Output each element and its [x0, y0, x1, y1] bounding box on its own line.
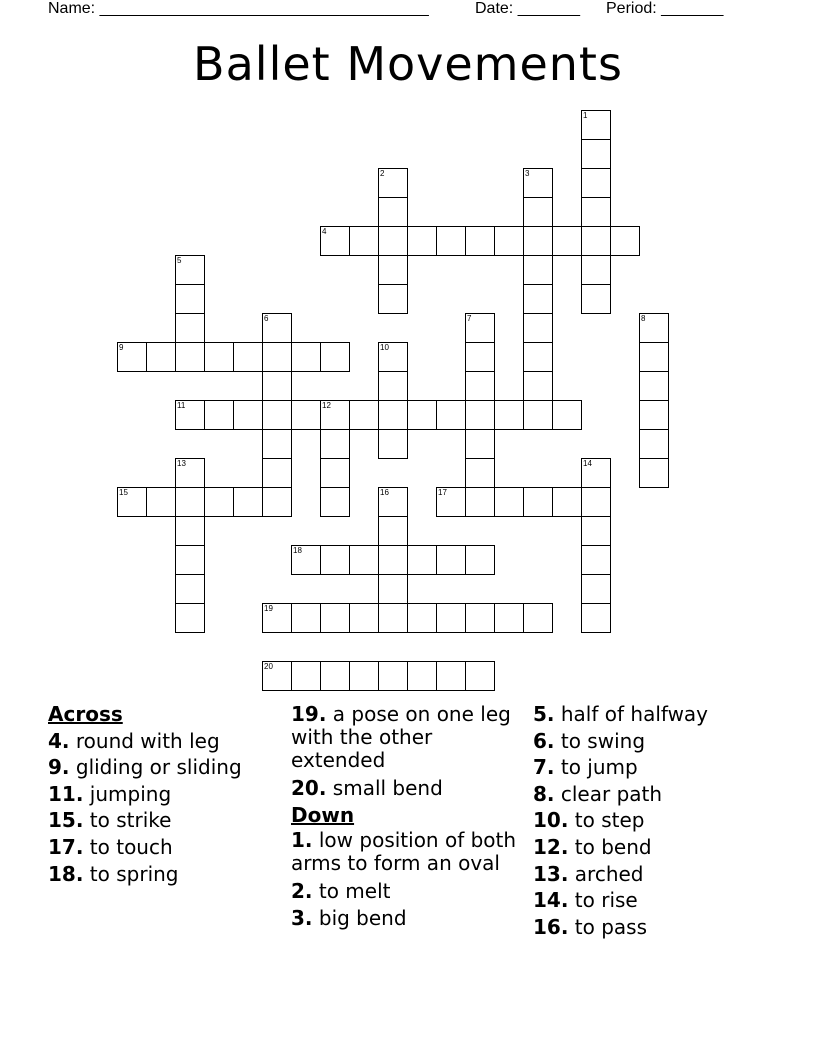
cell-number: 17	[438, 488, 447, 497]
grid-cell[interactable]	[175, 487, 205, 517]
grid-cell[interactable]	[581, 110, 611, 140]
clue-across-18: 18. to spring	[48, 861, 179, 886]
cell-number: 16	[380, 488, 389, 497]
grid-cell[interactable]	[407, 400, 437, 430]
grid-cell[interactable]	[378, 342, 408, 372]
grid-cell[interactable]	[262, 400, 292, 430]
grid-cell[interactable]	[175, 342, 205, 372]
grid-cell[interactable]	[175, 255, 205, 285]
grid-cell[interactable]	[465, 342, 495, 372]
grid-cell[interactable]	[436, 661, 466, 691]
grid-cell[interactable]	[262, 313, 292, 343]
puzzle-title: Ballet Movements	[193, 37, 623, 91]
cell-number: 11	[177, 401, 186, 410]
grid-cell[interactable]	[494, 226, 524, 256]
grid-cell[interactable]	[378, 400, 408, 430]
grid-cell[interactable]	[523, 226, 553, 256]
grid-cell[interactable]	[465, 545, 495, 575]
grid-cell[interactable]	[262, 603, 292, 633]
clue-down-5: 5. half of halfway	[533, 702, 709, 726]
grid-cell[interactable]	[523, 284, 553, 314]
clue-across-19: 19. a pose on one leg with the other extended	[291, 702, 511, 772]
grid-cell[interactable]	[523, 400, 553, 430]
cell-number: 3	[525, 169, 530, 178]
grid-cell[interactable]	[465, 313, 495, 343]
grid-cell[interactable]	[465, 226, 495, 256]
clue-down-13: 13. arched	[533, 861, 644, 886]
grid-cell[interactable]	[291, 545, 321, 575]
grid-cell[interactable]	[378, 371, 408, 401]
cell-number: 20	[264, 662, 273, 671]
grid-cell[interactable]	[610, 226, 640, 256]
grid-cell[interactable]	[581, 487, 611, 517]
grid-cell[interactable]	[639, 429, 669, 459]
grid-cell[interactable]	[146, 487, 176, 517]
grid-cell[interactable]	[494, 603, 524, 633]
grid-cell[interactable]	[117, 487, 147, 517]
grid-cell[interactable]	[378, 574, 408, 604]
grid-cell[interactable]	[262, 661, 292, 691]
cell-number: 5	[177, 256, 182, 265]
cell-number: 10	[380, 343, 389, 352]
grid-cell[interactable]	[523, 168, 553, 198]
grid-cell[interactable]	[262, 458, 292, 488]
grid-cell[interactable]	[552, 226, 582, 256]
grid-cell[interactable]	[175, 574, 205, 604]
grid-cell[interactable]	[552, 487, 582, 517]
grid-cell[interactable]	[378, 516, 408, 546]
grid-cell[interactable]	[204, 342, 234, 372]
grid-cell[interactable]	[523, 603, 553, 633]
grid-cell[interactable]	[581, 139, 611, 169]
grid-cell[interactable]	[581, 226, 611, 256]
grid-cell[interactable]	[320, 226, 350, 256]
grid-cell[interactable]	[465, 661, 495, 691]
cell-number: 13	[177, 459, 186, 468]
grid-cell[interactable]	[378, 545, 408, 575]
grid-cell[interactable]	[523, 313, 553, 343]
grid-cell[interactable]	[465, 400, 495, 430]
clue-down-10: 10. to step	[533, 808, 645, 833]
date-field[interactable]: Date: _______	[475, 0, 580, 17]
grid-cell[interactable]	[204, 487, 234, 517]
grid-cell[interactable]	[378, 661, 408, 691]
grid-cell[interactable]	[262, 487, 292, 517]
cell-number: 4	[322, 227, 327, 236]
grid-cell[interactable]	[378, 603, 408, 633]
grid-cell[interactable]	[581, 516, 611, 546]
clue-across-4: 4. round with leg	[48, 728, 220, 753]
grid-cell[interactable]	[204, 400, 234, 430]
cell-number: 2	[380, 169, 385, 178]
grid-cell[interactable]	[494, 400, 524, 430]
clue-down-16: 16. to pass	[533, 914, 648, 939]
grid-cell[interactable]	[262, 342, 292, 372]
clue-down-6: 6. to swing	[533, 728, 646, 753]
grid-cell[interactable]	[639, 342, 669, 372]
grid-cell[interactable]	[349, 545, 379, 575]
period-field[interactable]: Period: _______	[606, 0, 724, 17]
cell-number: 18	[293, 546, 302, 555]
grid-cell[interactable]	[639, 313, 669, 343]
grid-cell[interactable]	[378, 255, 408, 285]
grid-cell[interactable]	[436, 545, 466, 575]
cell-number: 1	[583, 111, 588, 120]
name-field[interactable]: Name: _____________________________________	[48, 0, 429, 17]
grid-cell[interactable]	[378, 284, 408, 314]
grid-cell[interactable]	[552, 400, 582, 430]
grid-cell[interactable]	[465, 487, 495, 517]
grid-cell[interactable]	[523, 342, 553, 372]
clues-column-1	[48, 701, 278, 887]
grid-cell[interactable]	[117, 342, 147, 372]
grid-cell[interactable]	[233, 342, 263, 372]
clue-down-14: 14. to rise	[533, 888, 638, 913]
grid-cell[interactable]	[581, 458, 611, 488]
grid-cell[interactable]	[291, 661, 321, 691]
grid-cell[interactable]	[465, 458, 495, 488]
grid-cell[interactable]	[291, 400, 321, 430]
grid-cell[interactable]	[378, 487, 408, 517]
across-heading: Across	[48, 702, 123, 726]
grid-cell[interactable]	[436, 603, 466, 633]
grid-cell[interactable]	[581, 255, 611, 285]
grid-cell[interactable]	[581, 545, 611, 575]
clue-down-3: 3. big bend	[291, 905, 407, 930]
grid-cell[interactable]	[175, 313, 205, 343]
cell-number: 15	[119, 488, 128, 497]
clue-down-12: 12. to bend	[533, 834, 652, 859]
grid-cell[interactable]	[581, 168, 611, 198]
grid-cell[interactable]	[378, 226, 408, 256]
grid-cell[interactable]	[581, 197, 611, 227]
grid-cell[interactable]	[639, 400, 669, 430]
cell-number: 6	[264, 314, 269, 323]
grid-cell[interactable]	[465, 371, 495, 401]
grid-cell[interactable]	[523, 371, 553, 401]
grid-cell[interactable]	[233, 400, 263, 430]
clues-column-2	[291, 701, 523, 931]
grid-cell[interactable]	[523, 255, 553, 285]
grid-cell[interactable]	[320, 458, 350, 488]
grid-cell[interactable]	[407, 603, 437, 633]
grid-cell[interactable]	[465, 603, 495, 633]
grid-cell[interactable]	[320, 487, 350, 517]
grid-cell[interactable]	[175, 545, 205, 575]
clue-across-15: 15. to strike	[48, 808, 172, 833]
grid-cell[interactable]	[378, 168, 408, 198]
grid-cell[interactable]	[581, 603, 611, 633]
clue-down-7: 7. to jump	[533, 755, 638, 780]
grid-cell[interactable]	[465, 429, 495, 459]
grid-cell[interactable]	[378, 197, 408, 227]
grid-cell[interactable]	[407, 545, 437, 575]
grid-cell[interactable]	[349, 400, 379, 430]
grid-cell[interactable]	[494, 487, 524, 517]
grid-cell[interactable]	[436, 487, 466, 517]
clue-down-2: 2. to melt	[291, 879, 391, 904]
clue-down-1: 1. low position of both arms to form an oval	[291, 828, 517, 876]
grid-cell[interactable]	[175, 400, 205, 430]
grid-cell[interactable]	[436, 226, 466, 256]
grid-cell[interactable]	[378, 429, 408, 459]
grid-cell[interactable]	[320, 603, 350, 633]
cell-number: 7	[467, 314, 472, 323]
grid-cell[interactable]	[349, 603, 379, 633]
grid-cell[interactable]	[407, 226, 437, 256]
clue-across-11: 11. jumping	[48, 781, 172, 806]
grid-cell[interactable]	[436, 400, 466, 430]
grid-cell[interactable]	[639, 458, 669, 488]
grid-cell[interactable]	[175, 458, 205, 488]
clue-across-20: 20. small bend	[291, 776, 443, 800]
clues-column-3	[533, 701, 773, 940]
cell-number: 9	[119, 343, 124, 352]
grid-cell[interactable]	[291, 603, 321, 633]
clue-across-17: 17. to touch	[48, 834, 173, 859]
clue-down-8: 8. clear path	[533, 781, 663, 806]
cell-number: 12	[322, 401, 331, 410]
grid-cell[interactable]	[407, 661, 437, 691]
grid-cell[interactable]	[581, 574, 611, 604]
grid-cell[interactable]	[349, 661, 379, 691]
clue-across-9: 9. gliding or sliding	[48, 755, 242, 780]
cell-number: 8	[641, 314, 646, 323]
cell-number: 19	[264, 604, 273, 613]
grid-cell[interactable]	[233, 487, 263, 517]
grid-cell[interactable]	[320, 429, 350, 459]
grid-cell[interactable]	[262, 429, 292, 459]
down-heading: Down	[291, 802, 355, 827]
grid-cell[interactable]	[320, 342, 350, 372]
grid-cell[interactable]	[146, 342, 176, 372]
grid-cell[interactable]	[581, 284, 611, 314]
grid-cell[interactable]	[262, 371, 292, 401]
grid-cell[interactable]	[291, 342, 321, 372]
grid-cell[interactable]	[175, 603, 205, 633]
grid-cell[interactable]	[349, 226, 379, 256]
grid-cell[interactable]	[320, 545, 350, 575]
grid-cell[interactable]	[320, 661, 350, 691]
grid-cell[interactable]	[523, 487, 553, 517]
cell-number: 14	[583, 459, 592, 468]
grid-cell[interactable]	[523, 197, 553, 227]
grid-cell[interactable]	[639, 371, 669, 401]
grid-cell[interactable]	[175, 516, 205, 546]
grid-cell[interactable]	[175, 284, 205, 314]
grid-cell[interactable]	[320, 400, 350, 430]
